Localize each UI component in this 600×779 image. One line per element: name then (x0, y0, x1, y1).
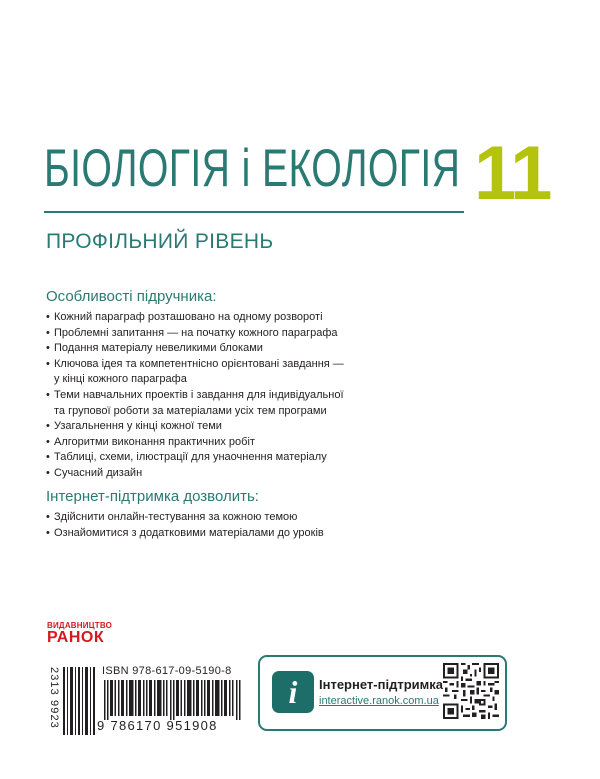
qr-code-icon[interactable] (443, 663, 499, 719)
features-section (46, 287, 344, 482)
book-title-block (44, 139, 466, 221)
list-item: • Проблемні запитання — на початку кожного параграфа (46, 326, 344, 342)
list-item: • Ключова ідея та компетентнісно орієнтовані завдання — у кінці кожного параграфа (46, 357, 344, 388)
features-list (46, 310, 344, 482)
list-item: • Кожний параграф розташовано на одному розвороті (46, 310, 344, 326)
info-icon-glyph: i (288, 674, 298, 710)
list-item: • Подання матеріалу невеликими блоками (46, 341, 344, 357)
book-subtitle: ПРОФІЛЬНИЙ РІВЕНЬ (46, 230, 274, 253)
features-heading: Особливості підручника: (46, 288, 217, 305)
isbn-text: ISBN 978-617-09-5190-8 (102, 665, 232, 677)
list-item: • Теми навчальних проектів і завдання для індивідуальної та групової роботи за матеріалами усіх тем програми (46, 388, 344, 419)
grade-number: 11 (474, 131, 551, 216)
publisher-name: РАНОК (47, 629, 105, 646)
publisher-logo (47, 621, 112, 646)
internet-heading: Інтернет-підтримка дозволить: (46, 488, 259, 505)
support-link[interactable]: interactive.ranok.com.ua (319, 695, 439, 707)
side-barcode (63, 667, 97, 735)
list-item: • Сучасний дизайн (46, 466, 344, 482)
side-number: 2313 9923 (48, 667, 60, 729)
support-label: Інтернет-підтримка (319, 677, 443, 692)
list-item: • Алгоритми виконання практичних робіт (46, 435, 344, 451)
list-item: • Таблиці, схеми, ілюстрації для унаочнення матеріалу (46, 450, 344, 466)
list-item: • Ознайомитися з додатковими матеріалами до уроків (46, 526, 324, 542)
barcode-digits: 9 786170 951908 (97, 718, 218, 733)
list-item: • Узагальнення у кінці кожної теми (46, 419, 344, 435)
barcode (104, 680, 242, 720)
internet-section (46, 487, 324, 541)
list-item: • Здійснити онлайн-тестування за кожною темою (46, 510, 324, 526)
internet-list (46, 510, 324, 541)
internet-support-box[interactable] (258, 655, 507, 731)
publisher-label: ВИДАВНИЦТВО (47, 621, 113, 630)
info-icon (272, 671, 314, 713)
book-title: БІОЛОГІЯ і ЕКОЛОГІЯ (44, 139, 461, 198)
title-underline (44, 211, 464, 213)
